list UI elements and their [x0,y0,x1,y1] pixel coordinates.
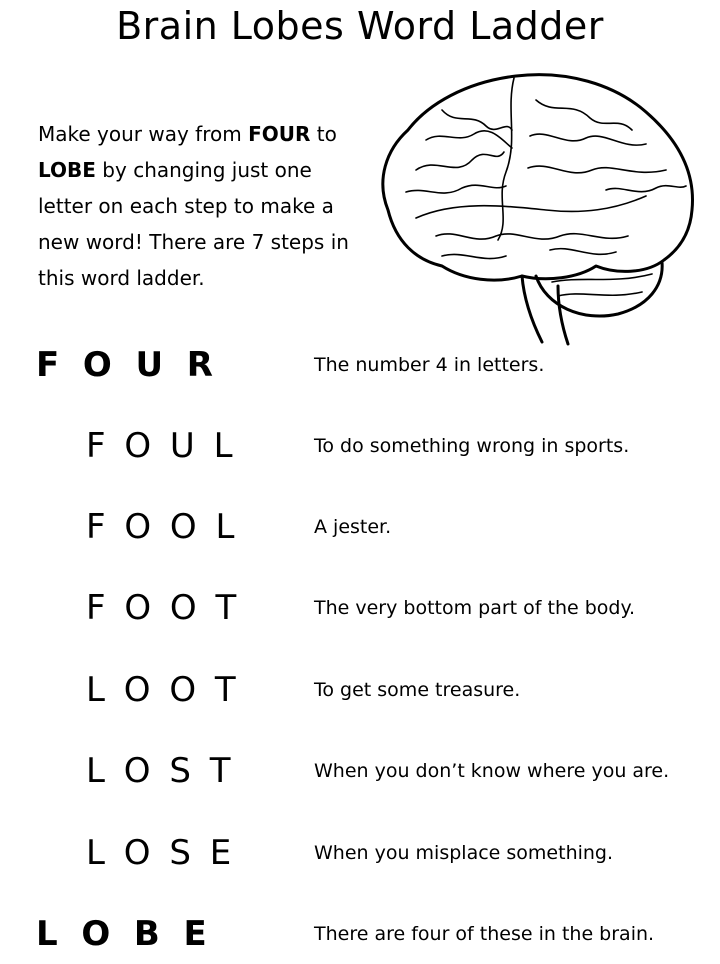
ladder-word: L O S E [86,833,236,873]
ladder-word: L O B E [36,914,207,954]
ladder-word: F O U L [86,426,237,466]
ladder-clue: There are four of these in the brain. [314,923,655,945]
start-word: FOUR [248,122,311,146]
ladder-row [0,335,720,395]
ladder-row [0,497,720,557]
ladder-word: F O O L [86,507,239,547]
ladder-word: F O U R [36,345,213,385]
page-title: Brain Lobes Word Ladder [116,4,604,48]
ladder-row [0,416,720,476]
brain-illustration-icon [346,60,706,350]
instructions-text-2: to [310,122,337,146]
ladder-word: L O O T [86,670,240,710]
ladder-row [0,741,720,801]
ladder-clue: The very bottom part of the body. [314,597,636,619]
end-word: LOBE [38,158,96,182]
ladder-clue: When you don’t know where you are. [314,760,670,782]
ladder-clue: To get some treasure. [314,679,521,701]
ladder-clue: The number 4 in letters. [314,354,545,376]
ladder-clue: A jester. [314,516,392,538]
ladder-row [0,823,720,883]
ladder-word: F O O T [86,588,241,628]
ladder-row [0,578,720,638]
ladder-clue: When you misplace something. [314,842,614,864]
ladder-word: L O S T [86,751,235,791]
instructions [38,116,368,296]
ladder-row [0,660,720,720]
ladder-clue: To do something wrong in sports. [314,435,630,457]
instructions-text-3: by changing just one letter on each step to make a new word! There are 7 steps in this word ladder. [38,158,349,290]
instructions-text-1: Make your way from [38,122,249,146]
ladder-row [0,904,720,964]
